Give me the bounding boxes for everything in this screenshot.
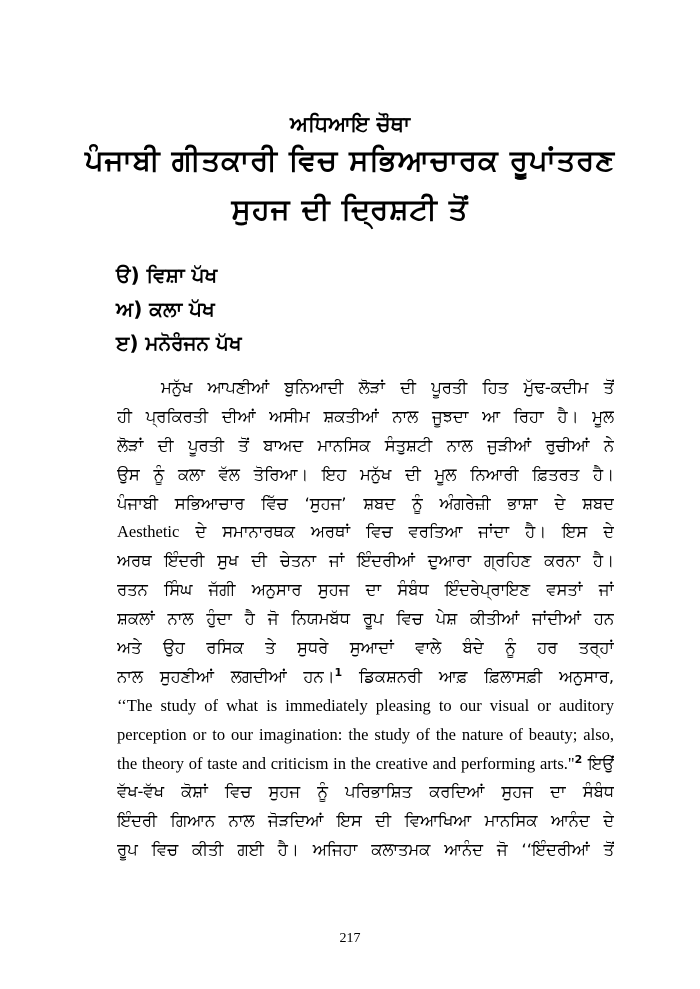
- paragraph-line: ਉਸ ਨੂੰ ਕਲਾ ਵੱਲ ਤੋਰਿਆ। ਇਹ ਮਨੁੱਖ ਦੀ ਮੂਲ ਨਿਆਰੀ ਫ਼ਿਤਰਤ ਹੈ।: [117, 464, 614, 484]
- paragraph-line: ਪੰਜਾਬੀ ਸਭਿਆਚਾਰ ਵਿੱਚ ‘ਸੁਹਜ’ ਸ਼ਬਦ ਨੂੰ ਅੰਗਰੇਜ਼ੀ ਭਾਸ਼ਾ ਦੇ ਸ਼ਬਦ: [117, 493, 614, 513]
- paragraph-line: [117, 518, 614, 547]
- page-number: 217: [339, 931, 361, 946]
- footnote-ref-2: 2: [574, 752, 583, 766]
- paragraph-line: ਰੂਪ ਵਿਚ ਕੀਤੀ ਗਈ ਹੈ। ਅਜਿਹਾ ਕਲਾਤਮਕ ਆਨੰਦ ਜੋ ‘‘ਇੰਦਰੀਆਂ ਤੋਂ: [117, 840, 614, 860]
- chapter-title-line-1: ਪੰਜਾਬੀ ਗੀਤਕਾਰੀ ਵਿਚ ਸਭਿਆਚਾਰਕ ਰੂਪਾਂਤਰਣ: [84, 143, 616, 177]
- quotation-end: the theory of taste and criticism in the creative and performing arts.": [117, 753, 575, 773]
- point-subject-aspect: ੳ) ਵਿਸ਼ਾ ਪੱਖ: [116, 263, 218, 287]
- paragraph-line: ਸ਼ਕਲਾਂ ਨਾਲ ਹੁੰਦਾ ਹੈ ਜੋ ਨਿਯਮਬੱਧ ਰੂਪ ਵਿਚ ਪੇਸ਼ ਕੀਤੀਆਂ ਜਾਂਦੀਆਂ ਹਨ: [117, 609, 614, 629]
- chapter-label: ਅਧਿਆਇ ਚੌਥਾ: [290, 112, 410, 136]
- point-entertainment-aspect: ੲ) ਮਨੋਰੰਜਨ ਪੱਖ: [116, 331, 242, 355]
- paragraph-line: ਇੰਦਰੀ ਗਿਆਨ ਨਾਲ ਜੋੜਦਿਆਂ ਇਸ ਦੀ ਵਿਆਖਿਆ ਮਾਨਸਿਕ ਆਨੰਦ ਦੇ: [117, 811, 614, 831]
- paragraph-line: ਮਨੁੱਖ ਆਪਣੀਆਂ ਬੁਨਿਆਦੀ ਲੋੜਾਂ ਦੀ ਪੂਰਤੀ ਹਿਤ ਮੁੱਢ-ਕਦੀਮ ਤੋਂ: [161, 378, 614, 397]
- quotation-line: ‘‘The study of what is immediately pleasing to our visual or auditory: [117, 695, 614, 715]
- english-term: Aesthetic: [117, 522, 180, 542]
- body-paragraph: [117, 374, 614, 865]
- paragraph-line: ਰਤਨ ਸਿੰਘ ਜੱਗੀ ਅਨੁਸਾਰ ਸੁਹਜ ਦਾ ਸੰਬੰਧ ਇੰਦਰੇਪ੍ਰਾਇਣ ਵਸਤਾਂ ਜਾਂ: [117, 580, 614, 600]
- line-text: ਦੇ ਸਮਾਨਾਰਥਕ ਅਰਥਾਂ ਵਿਚ ਵਰਤਿਆ ਜਾਂਦਾ ਹੈ। ਇਸ ਦੇ: [179, 522, 614, 542]
- paragraph-line: ਵੱਖ-ਵੱਖ ਕੋਸ਼ਾਂ ਵਿਚ ਸੁਹਜ ਨੂੰ ਪਰਿਭਾਸ਼ਿਤ ਕਰਦਿਆਂ ਸੁਹਜ ਦਾ ਸੰਬੰਧ: [117, 782, 614, 802]
- paragraph-line: ਅਤੇ ਉਹ ਰਸਿਕ ਤੇ ਸੁਧਰੇ ਸੁਆਦਾਂ ਵਾਲੇ ਬੰਦੇ ਨੂੰ ਹਰ ਤਰ੍ਹਾਂ: [117, 638, 614, 658]
- line-text: ਇਉਂ: [582, 753, 614, 773]
- paragraph-line: [117, 663, 614, 692]
- line-text: ਡਿਕਸ਼ਨਰੀ ਆਫ਼ ਫ਼ਿਲਾਸਫ਼ੀ ਅਨੁਸਾਰ,: [342, 666, 614, 686]
- paragraph-line: ਹੀ ਪ੍ਰਕਿਰਤੀ ਦੀਆਂ ਅਸੀਮ ਸ਼ਕਤੀਆਂ ਨਾਲ ਜੂਝਦਾ ਆ ਰਿਹਾ ਹੈ। ਮੂਲ: [117, 406, 614, 426]
- section-points-list: [116, 258, 242, 360]
- paragraph-line: ਅਰਥ ਇੰਦਰੀ ਸੁਖ ਦੀ ਚੇਤਨਾ ਜਾਂ ਇੰਦਰੀਆਂ ਦੁਆਰਾ ਗ੍ਰਹਿਣ ਕਰਨਾ ਹੈ।: [117, 551, 614, 571]
- chapter-title-line-2: ਸੁਹਜ ਦੀ ਦ੍ਰਿਸ਼ਟੀ ਤੋਂ: [231, 192, 469, 226]
- paragraph-line: [117, 750, 614, 779]
- line-text: ਨਾਲ ਸੁਹਣੀਆਂ ਲਗਦੀਆਂ ਹਨ।: [117, 666, 335, 686]
- footnote-ref-1: 1: [334, 665, 343, 679]
- paragraph-line: ਲੋੜਾਂ ਦੀ ਪੂਰਤੀ ਤੋਂ ਬਾਅਦ ਮਾਨਸਿਕ ਸੰਤੁਸ਼ਟੀ ਨਾਲ ਜੁੜੀਆਂ ਰੁਚੀਆਂ ਨੇ: [117, 435, 614, 455]
- quotation-line: perception or to our imagination: the study of the nature of beauty; also,: [117, 724, 614, 744]
- point-art-aspect: ਅ) ਕਲਾ ਪੱਖ: [116, 297, 215, 321]
